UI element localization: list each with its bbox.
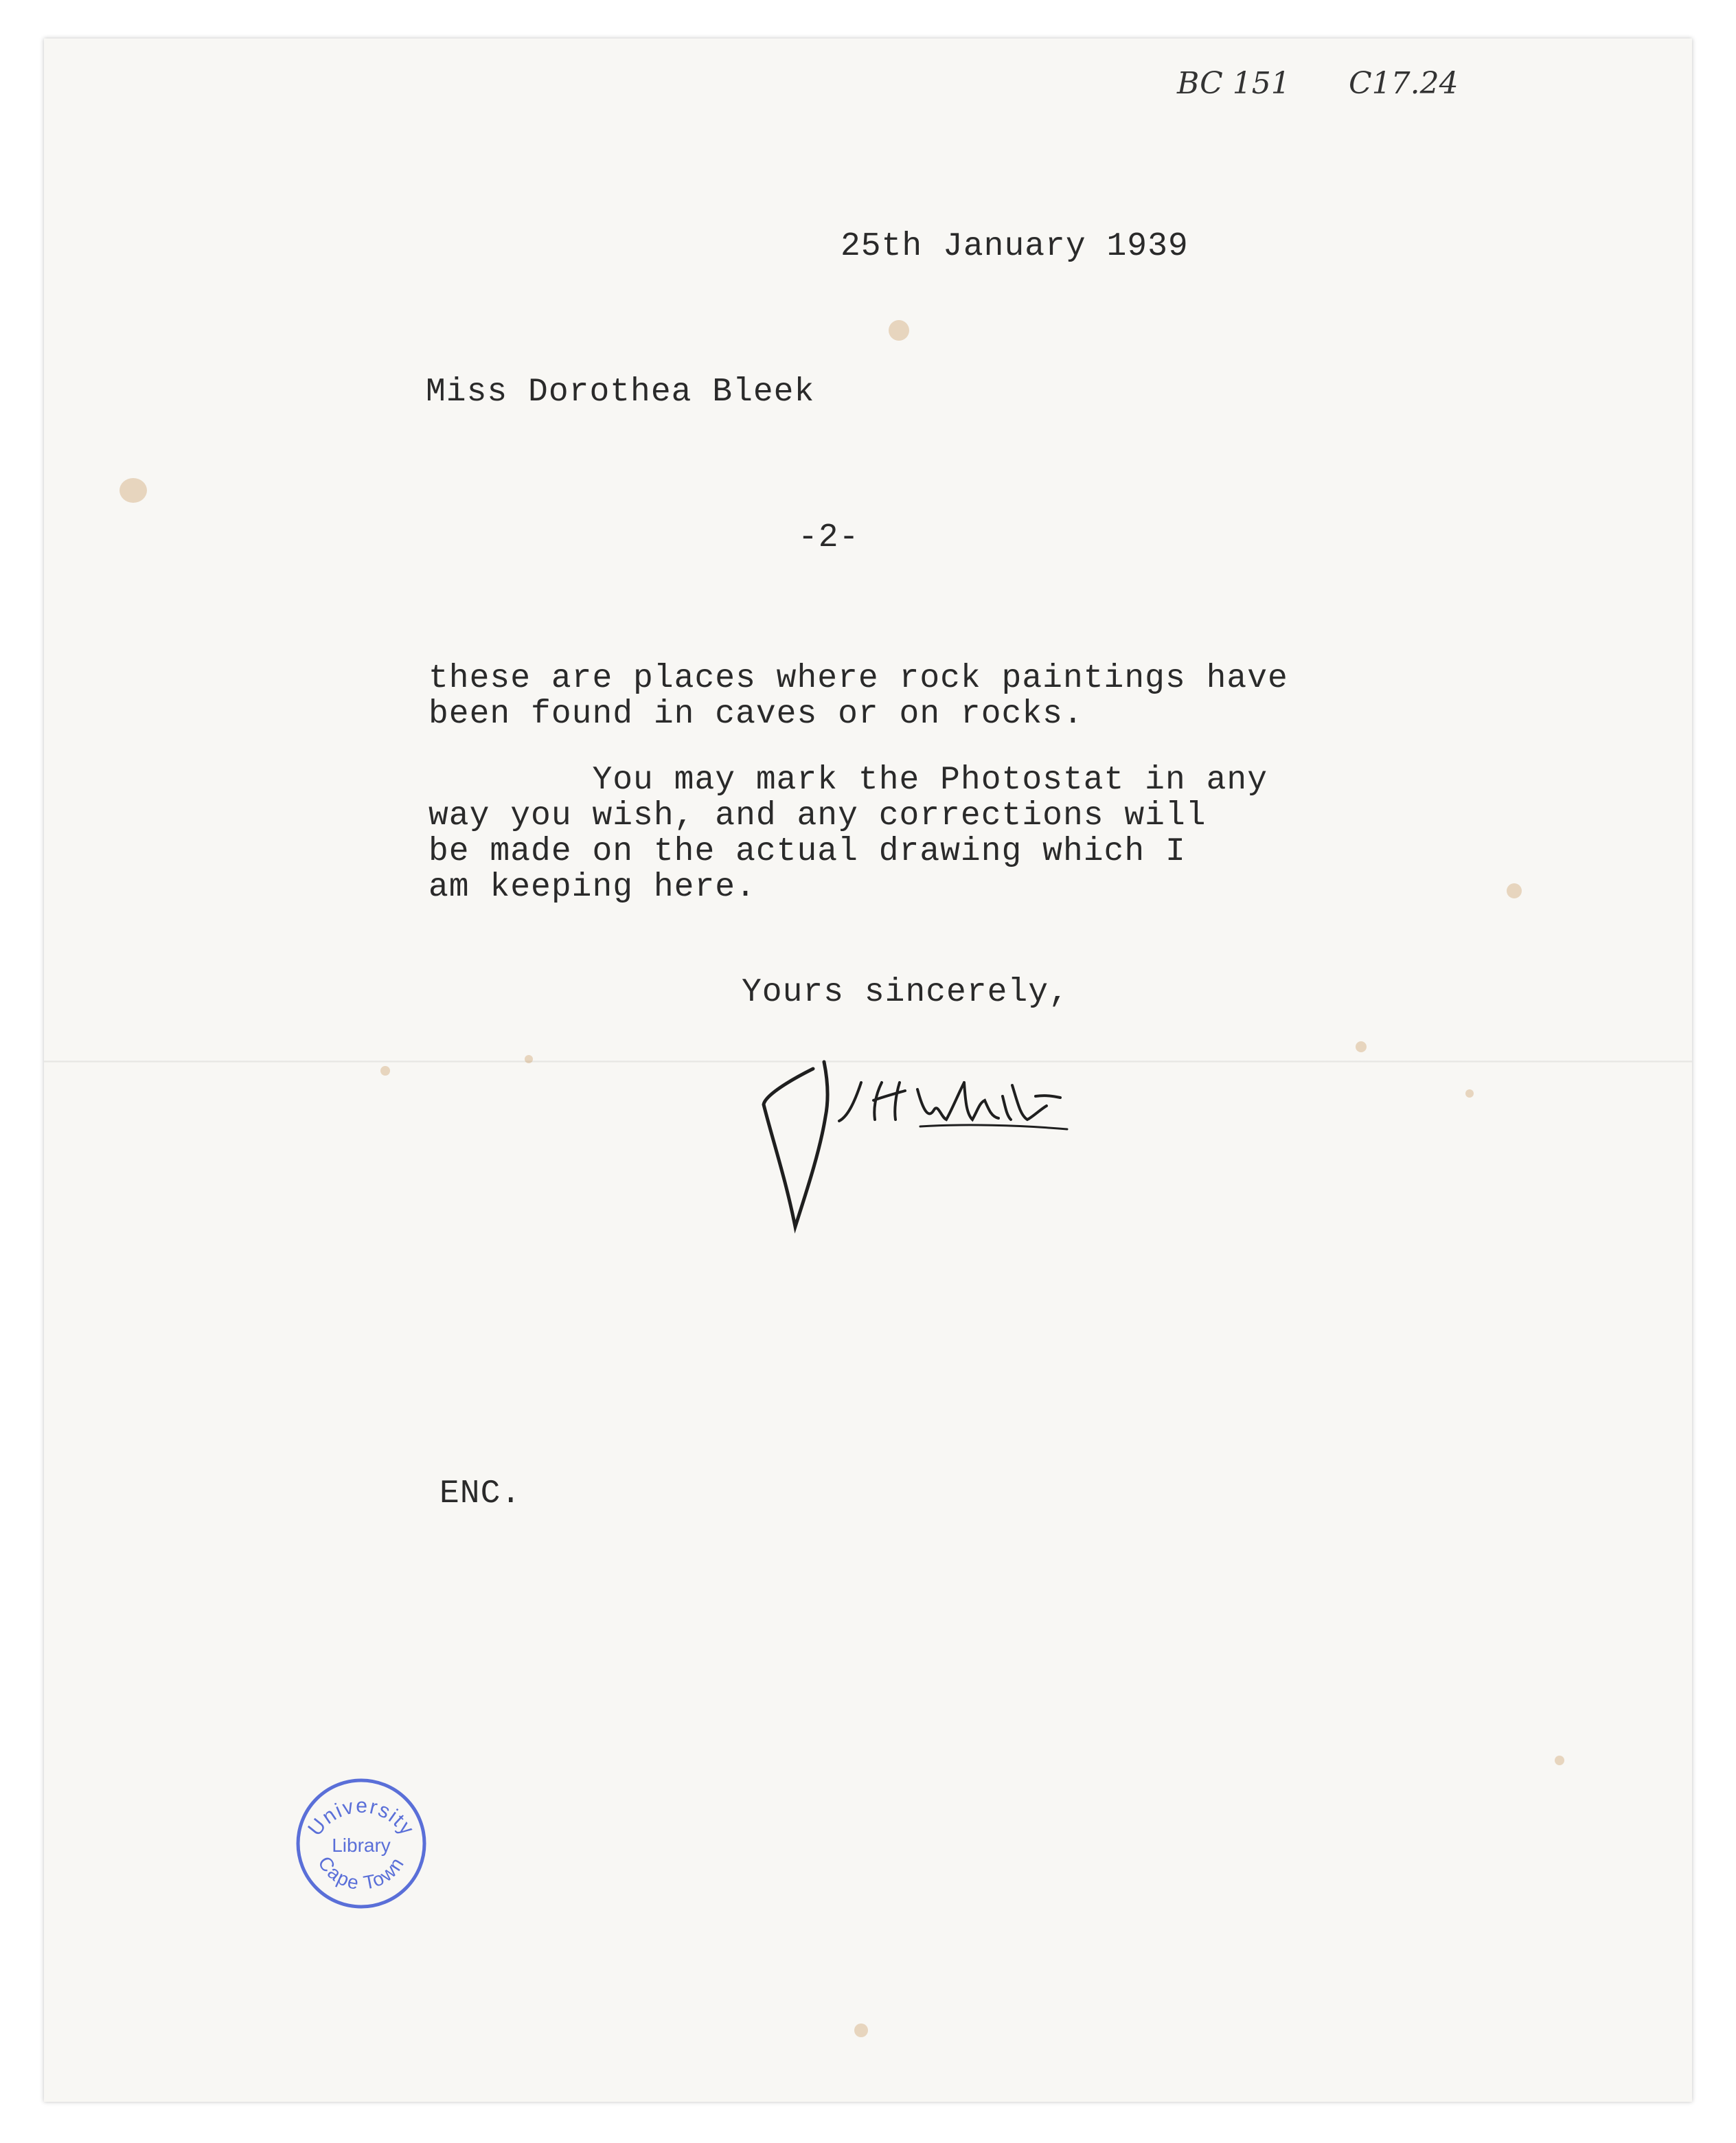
foxing-spot	[854, 2023, 868, 2037]
letter-recipient: Miss Dorothea Bleek	[426, 374, 815, 411]
university-library-stamp	[293, 1775, 430, 1912]
foxing-spot	[525, 1055, 533, 1063]
paragraph-2-line: You may mark the Photostat in any	[429, 762, 1268, 799]
foxing-spot	[1465, 1089, 1474, 1098]
stamp-top-text: University	[304, 1794, 420, 1841]
foxing-spot	[1507, 883, 1522, 898]
stamp-bottom-text: Cape Town	[314, 1852, 409, 1894]
paragraph-2-line: way you wish, and any corrections will	[429, 797, 1207, 835]
signature	[758, 1055, 1088, 1247]
page-number: -2-	[798, 519, 860, 556]
foxing-spot	[1356, 1041, 1367, 1052]
foxing-spot	[889, 320, 909, 341]
svg-text:Cape Town	[314, 1852, 409, 1894]
paragraph-1-line: these are places where rock paintings have	[429, 660, 1288, 697]
svg-text:University	[304, 1795, 419, 1841]
foxing-spot	[380, 1066, 390, 1076]
enclosure-note: ENC.	[439, 1475, 522, 1512]
archive-item-ref: C17.24	[1349, 66, 1459, 101]
letter-closing: Yours sincerely,	[742, 974, 1069, 1011]
paragraph-1-line: been found in caves or on rocks.	[429, 696, 1084, 733]
stamp-middle-text: Library	[332, 1835, 391, 1856]
letter-date: 25th January 1939	[841, 228, 1189, 265]
foxing-spot	[1555, 1756, 1564, 1765]
foxing-spot	[119, 478, 147, 503]
paragraph-2-line: be made on the actual drawing which I	[429, 833, 1186, 870]
paragraph-2-line: am keeping here.	[429, 869, 756, 906]
archive-collection-ref: BC 151	[1177, 66, 1290, 101]
letter-page	[44, 38, 1692, 2102]
